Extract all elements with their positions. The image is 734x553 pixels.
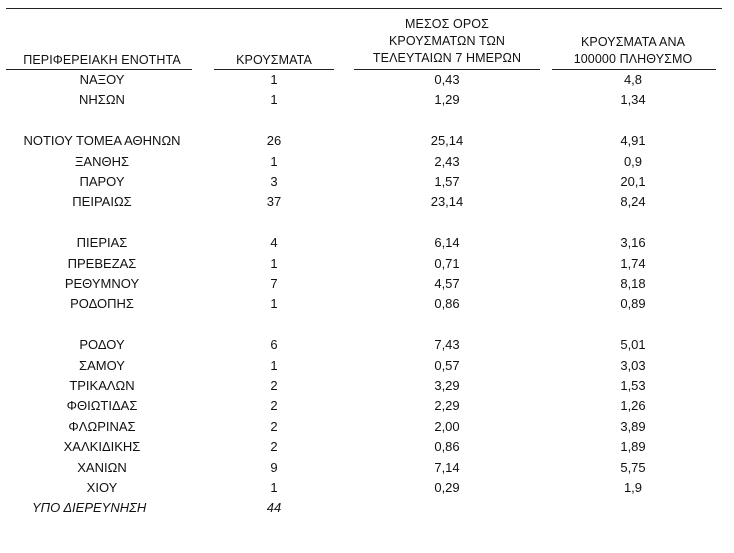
per-100k-cell: 3,03	[620, 357, 646, 373]
header-cases-label: ΚΡΟΥΣΜΑΤΑ	[236, 53, 312, 67]
avg-cell: 4,57	[434, 276, 460, 292]
cases-cell: 1	[270, 72, 278, 87]
cases-cell: 2	[270, 439, 278, 455]
region-cell: ΠΙΕΡΙΑΣ	[76, 235, 128, 251]
per-100k-cell: 0,89	[620, 296, 646, 312]
avg-cell: 3,29	[434, 378, 460, 394]
per-100k-cell: 1,9	[623, 480, 643, 496]
header-avg-line1: ΜΕΣΟΣ ΟΡΟΣ	[405, 17, 489, 31]
avg-cell: 2,43	[434, 153, 460, 169]
per-100k-cell: 3,16	[620, 235, 646, 251]
table-row	[6, 131, 722, 151]
region-cell: ΠΡΕΒΕΖΑΣ	[67, 255, 137, 271]
cases-cell: 6	[270, 337, 278, 353]
cases-cell: 1	[270, 296, 278, 312]
cases-cell: 37	[266, 194, 282, 210]
cases-cell: 3	[270, 174, 278, 190]
per-100k-cell: 4,8	[623, 72, 643, 87]
cases-table-body	[6, 70, 722, 519]
table-row	[6, 417, 722, 437]
cases-cell: 1	[270, 255, 278, 271]
cases-cell: 2	[270, 378, 278, 394]
per-100k-cell	[544, 498, 722, 518]
region-cell: ΝΑΞΟΥ	[79, 72, 125, 87]
avg-cell: 6,14	[434, 235, 460, 251]
cases-cell: 2	[270, 418, 278, 434]
header-cases	[198, 52, 350, 69]
table-row	[6, 152, 722, 172]
cases-cell: 44	[266, 500, 282, 516]
region-cell: ΞΑΝΘΗΣ	[74, 153, 130, 169]
cases-cell: 26	[266, 133, 282, 149]
cases-cell: 1	[270, 357, 278, 373]
avg-cell: 0,43	[434, 72, 460, 87]
per-100k-cell: 8,18	[620, 276, 646, 292]
header-region-label: ΠΕΡΙΦΕΡΕΙΑΚΗ ΕΝΟΤΗΤΑ	[23, 53, 181, 67]
region-cell: ΠΕΙΡΑΙΩΣ	[72, 194, 132, 210]
cases-cell: 9	[270, 459, 278, 475]
region-cell: ΦΘΙΩΤΙΔΑΣ	[66, 398, 138, 414]
spacer-row	[6, 213, 722, 233]
per-100k-cell: 1,53	[620, 378, 646, 394]
spacer-row	[6, 315, 722, 335]
region-cell: ΡΟΔΟΠΗΣ	[70, 296, 134, 312]
header-avg-line2: ΚΡΟΥΣΜΑΤΩΝ ΤΩΝ	[388, 34, 506, 48]
per-100k-cell: 4,91	[620, 133, 646, 149]
spacer-cell	[6, 111, 722, 131]
cases-cell: 4	[270, 235, 278, 251]
avg-cell: 1,57	[434, 174, 460, 190]
avg-cell: 7,43	[434, 337, 460, 353]
top-rule	[6, 8, 722, 9]
table-row	[6, 376, 722, 396]
region-cell: ΧΙΟΥ	[86, 480, 118, 496]
per-100k-cell: 1,26	[620, 398, 646, 414]
header-per	[544, 34, 722, 68]
table-row	[6, 294, 722, 314]
region-cell: ΠΑΡΟΥ	[79, 174, 125, 190]
spacer-row	[6, 111, 722, 131]
region-cell: ΦΛΩΡΙΝΑΣ	[68, 418, 136, 434]
table-row	[6, 274, 722, 294]
spacer-cell	[6, 213, 722, 233]
per-100k-cell: 8,24	[620, 194, 646, 210]
table-row	[6, 498, 722, 518]
per-100k-cell: 1,89	[620, 439, 646, 455]
table-row	[6, 70, 722, 90]
avg-cell: 23,14	[430, 194, 464, 210]
avg-cell: 25,14	[430, 133, 464, 149]
spacer-cell	[6, 315, 722, 335]
avg-cell: 2,00	[434, 418, 460, 434]
region-cell: ΡΕΘΥΜΝΟΥ	[64, 276, 140, 292]
table-row	[6, 192, 722, 212]
per-100k-cell: 1,34	[620, 92, 646, 108]
region-cell: ΝΟΤΙΟΥ ΤΟΜΕΑ ΑΘΗΝΩΝ	[23, 133, 181, 149]
cases-table	[6, 70, 722, 519]
table-row	[6, 172, 722, 192]
table-row	[6, 478, 722, 498]
region-cell: ΤΡΙΚΑΛΩΝ	[69, 378, 135, 394]
header-region	[6, 52, 198, 69]
region-cell: ΧΑΛΚΙΔΙΚΗΣ	[63, 439, 141, 455]
table-row	[6, 335, 722, 355]
avg-cell: 7,14	[434, 459, 460, 475]
table-row	[6, 356, 722, 376]
avg-cell: 0,57	[434, 357, 460, 373]
header-per-line1: ΚΡΟΥΣΜΑΤΑ ΑΝΑ	[580, 35, 686, 49]
header-avg	[350, 16, 544, 67]
header-avg-line3: ΤΕΛΕΥΤΑΙΩΝ 7 ΗΜΕΡΩΝ	[372, 51, 522, 65]
per-100k-cell: 5,01	[620, 337, 646, 353]
avg-cell	[350, 498, 544, 518]
cases-cell: 7	[270, 276, 278, 292]
cases-cell: 1	[270, 92, 278, 108]
region-cell: ΡΟΔΟΥ	[79, 337, 125, 353]
avg-cell: 0,86	[434, 439, 460, 455]
avg-cell: 1,29	[434, 92, 460, 108]
cases-cell: 1	[270, 153, 278, 169]
region-cell: ΥΠΟ ΔΙΕΡΕΥΝΗΣΗ	[32, 500, 147, 516]
table-row	[6, 396, 722, 416]
per-100k-cell: 0,9	[623, 153, 643, 169]
per-100k-cell: 5,75	[620, 459, 646, 475]
avg-cell: 2,29	[434, 398, 460, 414]
per-100k-cell: 20,1	[620, 174, 646, 190]
per-100k-cell: 3,89	[620, 418, 646, 434]
region-cell: ΝΗΣΩΝ	[79, 92, 125, 108]
avg-cell: 0,71	[434, 255, 460, 271]
cases-cell: 2	[270, 398, 278, 414]
table-row	[6, 437, 722, 457]
region-cell: ΧΑΝΙΩΝ	[77, 459, 127, 475]
table-row	[6, 458, 722, 478]
header-per-line2: 100000 ΠΛΗΘΥΣΜΟ	[573, 52, 693, 66]
per-100k-cell: 1,74	[620, 255, 646, 271]
table-row	[6, 90, 722, 110]
avg-cell: 0,86	[434, 296, 460, 312]
table-row	[6, 233, 722, 253]
region-cell: ΣΑΜΟΥ	[79, 357, 125, 373]
cases-cell: 1	[270, 480, 278, 496]
avg-cell: 0,29	[434, 480, 460, 496]
table-row	[6, 254, 722, 274]
